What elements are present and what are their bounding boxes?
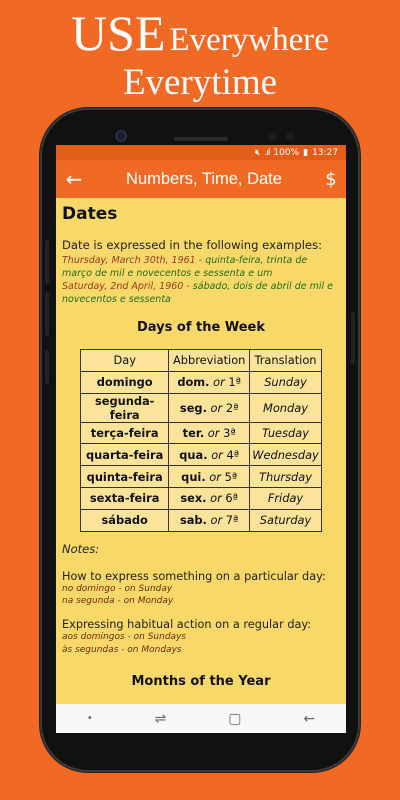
abbr: qui. bbox=[181, 469, 206, 484]
promo-everytime: Everytime bbox=[122, 62, 278, 103]
habitual-example-1: aos domingos - on Sundays bbox=[62, 632, 187, 643]
example-1-separator: - bbox=[195, 255, 206, 266]
promo-use: USE bbox=[71, 5, 166, 61]
table-row bbox=[81, 371, 322, 393]
days-of-week-heading: Days of the Week bbox=[137, 320, 265, 335]
clock: 13:27 bbox=[312, 147, 338, 158]
power-button bbox=[351, 312, 355, 364]
notes-label: Notes: bbox=[62, 541, 100, 556]
or-word: or bbox=[211, 447, 223, 462]
battery-icon: ▮ bbox=[303, 147, 309, 158]
table-row bbox=[81, 444, 322, 466]
day-cell: sábado bbox=[81, 509, 169, 531]
table-row bbox=[81, 422, 322, 444]
dollar-icon[interactable]: $ bbox=[325, 168, 337, 190]
promo-headline bbox=[0, 5, 400, 62]
example-2 bbox=[62, 280, 340, 306]
example-2-portuguese: sábado, dois de abril de mil e novecentos e sessenta bbox=[62, 281, 333, 305]
front-camera bbox=[115, 130, 127, 142]
ordinal-abbr: 3ª bbox=[223, 425, 236, 440]
or-word: or bbox=[213, 375, 225, 390]
day-cell: quarta-feira bbox=[81, 444, 169, 466]
day-cell: domingo bbox=[81, 371, 169, 393]
abbr: qua. bbox=[179, 447, 208, 462]
ordinal-abbr: 1ª bbox=[228, 375, 242, 390]
abbreviation-cell bbox=[169, 371, 250, 393]
proximity-sensor bbox=[268, 132, 277, 141]
nav-back-icon[interactable]: ← bbox=[303, 710, 316, 727]
translation-cell: Friday bbox=[250, 487, 322, 509]
ordinal-abbr: 7ª bbox=[225, 513, 239, 528]
translation-cell: Monday bbox=[250, 393, 322, 422]
ordinal-abbr: 5ª bbox=[224, 469, 238, 484]
header-day: Day bbox=[81, 350, 169, 372]
translation-cell: Tuesday bbox=[250, 422, 322, 444]
abbr: sab. bbox=[179, 513, 207, 528]
abbreviation-cell bbox=[169, 444, 250, 466]
ordinal-abbr: 2ª bbox=[225, 400, 239, 415]
day-cell: sexta-feira bbox=[81, 487, 169, 509]
example-2-separator: - bbox=[183, 281, 193, 292]
translation-cell: Saturday bbox=[250, 509, 322, 531]
phone-screen bbox=[56, 145, 346, 733]
particular-example-2: na segunda - on Monday bbox=[62, 595, 174, 606]
months-of-year-heading: Months of the Year bbox=[131, 674, 271, 690]
or-word: or bbox=[210, 491, 222, 506]
habitual-example-2: às segundas - on Mondays bbox=[62, 644, 182, 655]
earpiece-speaker bbox=[174, 137, 228, 141]
section-heading-dates: Dates bbox=[62, 204, 118, 224]
or-word: or bbox=[210, 400, 223, 415]
recents-icon[interactable]: ⇌ bbox=[154, 710, 167, 727]
bixby-button bbox=[45, 350, 49, 384]
ordinal-abbr: 4ª bbox=[226, 447, 240, 462]
or-word: or bbox=[210, 513, 223, 528]
example-1-portuguese: quinta-feira, trinta de março de mil e novecentos e sessenta e um bbox=[62, 255, 308, 279]
abbreviation-cell bbox=[169, 487, 250, 509]
habitual-action-text: Expressing habitual action on a regular day: bbox=[62, 618, 312, 632]
abbreviation-cell bbox=[169, 393, 250, 422]
example-2-english: Saturday, 2nd April, 1960 bbox=[62, 281, 184, 292]
abbreviation-cell bbox=[169, 422, 250, 444]
promo-everywhere: Everywhere bbox=[169, 22, 329, 58]
abbr: seg. bbox=[179, 400, 207, 415]
nav-dot-icon[interactable]: • bbox=[86, 713, 93, 724]
translation-cell: Sunday bbox=[250, 371, 322, 393]
mute-icon: 🔇︎ bbox=[254, 147, 261, 158]
table-row bbox=[81, 509, 322, 531]
abbreviation-cell bbox=[169, 466, 250, 488]
ordinal-abbr: 6ª bbox=[225, 491, 239, 506]
system-nav-bar bbox=[56, 704, 346, 733]
day-cell: terça-feira bbox=[81, 422, 169, 444]
signal-icon: .ıl bbox=[264, 147, 270, 158]
table-row bbox=[81, 466, 322, 488]
header-abbreviation: Abbreviation bbox=[169, 350, 250, 372]
example-1 bbox=[62, 254, 340, 280]
day-cell: segunda-feira bbox=[81, 393, 169, 422]
volume-up-button bbox=[45, 240, 49, 284]
table-row bbox=[81, 393, 322, 422]
table-row bbox=[81, 487, 322, 509]
particular-example-1: no domingo - on Sunday bbox=[62, 583, 173, 594]
day-cell: quinta-feira bbox=[81, 466, 169, 488]
lesson-content[interactable] bbox=[56, 198, 346, 689]
abbr: ter. bbox=[182, 425, 205, 440]
translation-cell: Thursday bbox=[250, 466, 322, 488]
volume-down-button bbox=[45, 292, 49, 336]
battery-level: 100% bbox=[273, 147, 300, 158]
header-translation: Translation bbox=[250, 350, 322, 372]
app-bar bbox=[56, 160, 346, 198]
abbr: sex. bbox=[180, 491, 207, 506]
abbreviation-cell bbox=[169, 509, 250, 531]
or-word: or bbox=[207, 425, 220, 440]
translation-cell: Wednesday bbox=[250, 444, 322, 466]
light-sensor bbox=[286, 132, 295, 141]
abbr: dom. bbox=[177, 375, 210, 390]
home-icon[interactable]: ▢ bbox=[228, 710, 242, 727]
intro-text: Date is expressed in the following examples: bbox=[62, 238, 323, 252]
table-header-row bbox=[81, 350, 322, 372]
example-1-english: Thursday, March 30th, 1961 bbox=[62, 255, 196, 266]
page-title: Numbers, Time, Date bbox=[126, 169, 282, 188]
particular-day-text: How to express something on a particular day: bbox=[62, 569, 326, 583]
days-table bbox=[80, 349, 322, 532]
back-arrow-icon[interactable]: ← bbox=[65, 167, 83, 191]
status-bar bbox=[56, 145, 346, 160]
or-word: or bbox=[209, 469, 221, 484]
